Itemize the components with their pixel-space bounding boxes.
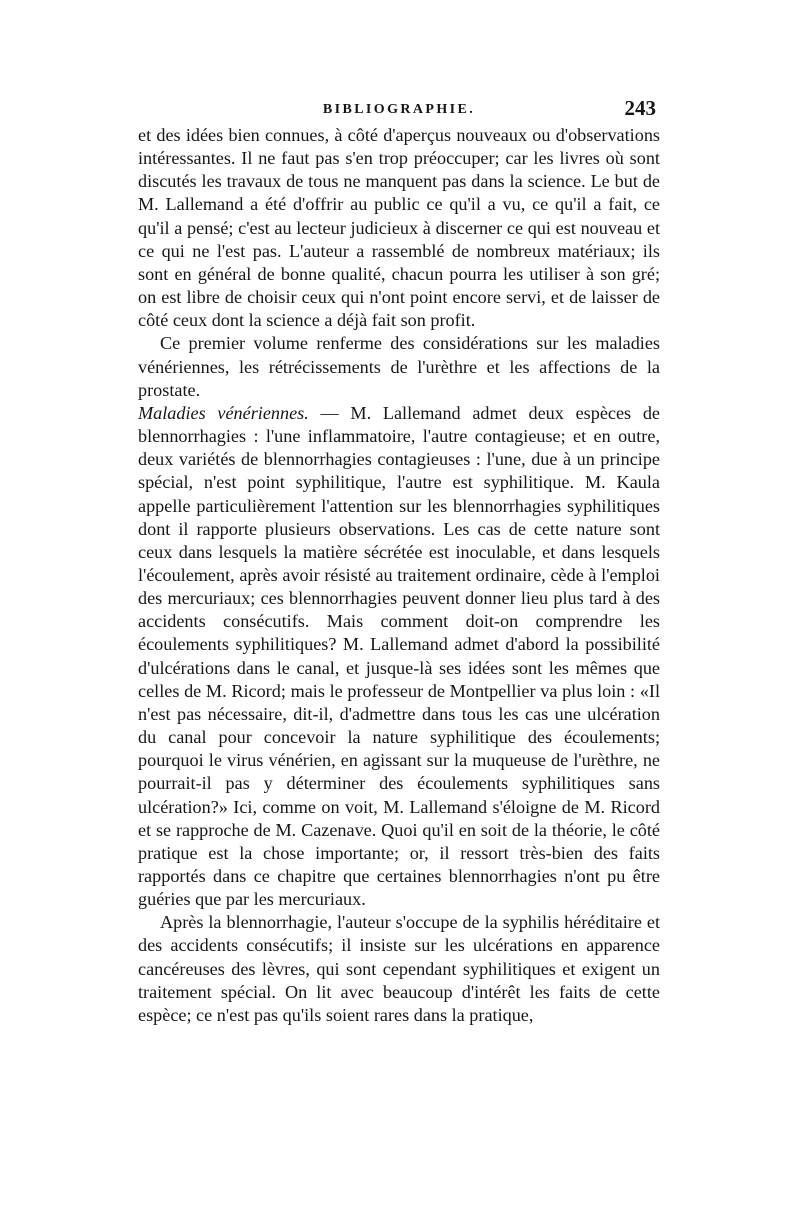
paragraph-volume-contents: Ce premier volume renferme des considérations sur les maladies vénériennes, les rétrécissements de l'urèthre et les affections de la prostate. <box>138 333 660 400</box>
section-runin-heading: Maladies vénériennes. <box>138 402 309 423</box>
paragraph-maladies-veneriennes-text: — M. Lallemand admet deux espèces de blennorrhagies : l'une inflammatoire, l'autre contagieuse; et en outre, deux variétés de blennorrhagies contagieuses : l'une, due à un principe spécial, n'est point syphilitique, l'autre est syphilitique. M. Kaula appelle particulièrement l'attention sur les blennorrhagies syphilitiques dont il rapporte plusieurs observations. Les cas de cette nature sont ceux dans lesquels la matière sécrétée est inoculable, et dans lesquels l'écoulement, après avoir résisté au traitement ordinaire, cède à l'emploi des mercuriaux; ces blennorrhagies peuvent donner lieu plus tard à des accidents consécutifs. Mais comment doit-on comprendre les écoulements syphilitiques? M. Lallemand admet d'abord la possibilité d'ulcérations dans le canal, et jusque-là ses idées sont les mêmes que celles de M. Ricord; mais le professeur de Montpellier va plus loin : «Il n'est pas nécessaire, dit-il, d'admettre dans tous les cas une ulcération du canal pour concevoir la nature syphilitique des écoulements; pourquoi le virus vénérien, en agissant sur la muqueuse de l'urèthre, ne pourrait-il pas y déterminer des écoulements syphilitiques sans ulcération?» Ici, comme on voit, M. Lallemand s'éloigne de M. Ricord et se rapproche de M. Cazenave. Quoi qu'il en soit de la théorie, le côté pratique est la chose importante; or, il ressort très-bien des faits rapportés dans ce chapitre que certaines blennorrhagies n'ont pu être guéries que par les mercuriaux. <box>138 402 661 910</box>
running-title: BIBLIOGRAPHIE. <box>322 102 476 117</box>
body-text <box>138 124 660 1027</box>
paragraph-maladies-veneriennes <box>138 402 660 911</box>
paragraph-continuation: et des idées bien connues, à côté d'aperçus nouveaux ou d'observations intéressantes. Il ne faut pas s'en trop préoccuper; car les livres où sont discutés les travaux de tous ne manquent pas dans la science. Le but de M. Lallemand a été d'offrir au public ce qu'il a vu, ce qu'il a fait, ce qu'il a pensé; c'est au lecteur judicieux à discerner ce qui est nouveau et ce qui ne l'est pas. L'auteur a rassemblé de nombreux matériaux; ils sont en général de bonne qualité, chacun pourra les utiliser à son gré; on est libre de choisir ceux qui n'ont point encore servi, et de laisser de côté ceux dont la science a déjà fait son profit. <box>138 125 660 331</box>
page-number: 243 <box>624 96 656 120</box>
paragraph-syphilis-hereditaire: Après la blennorrhagie, l'auteur s'occupe de la syphilis héréditaire et des accidents consécutifs; il insiste sur les ulcérations en apparence cancéreuses des lèvres, qui sont cependant syphilitiques et exigent un traitement spécial. On lit avec beaucoup d'intérêt les faits de cette espèce; ce n'est pas qu'ils soient rares dans la pratique, <box>138 912 660 1025</box>
running-head <box>138 96 660 124</box>
book-page <box>138 96 660 1027</box>
